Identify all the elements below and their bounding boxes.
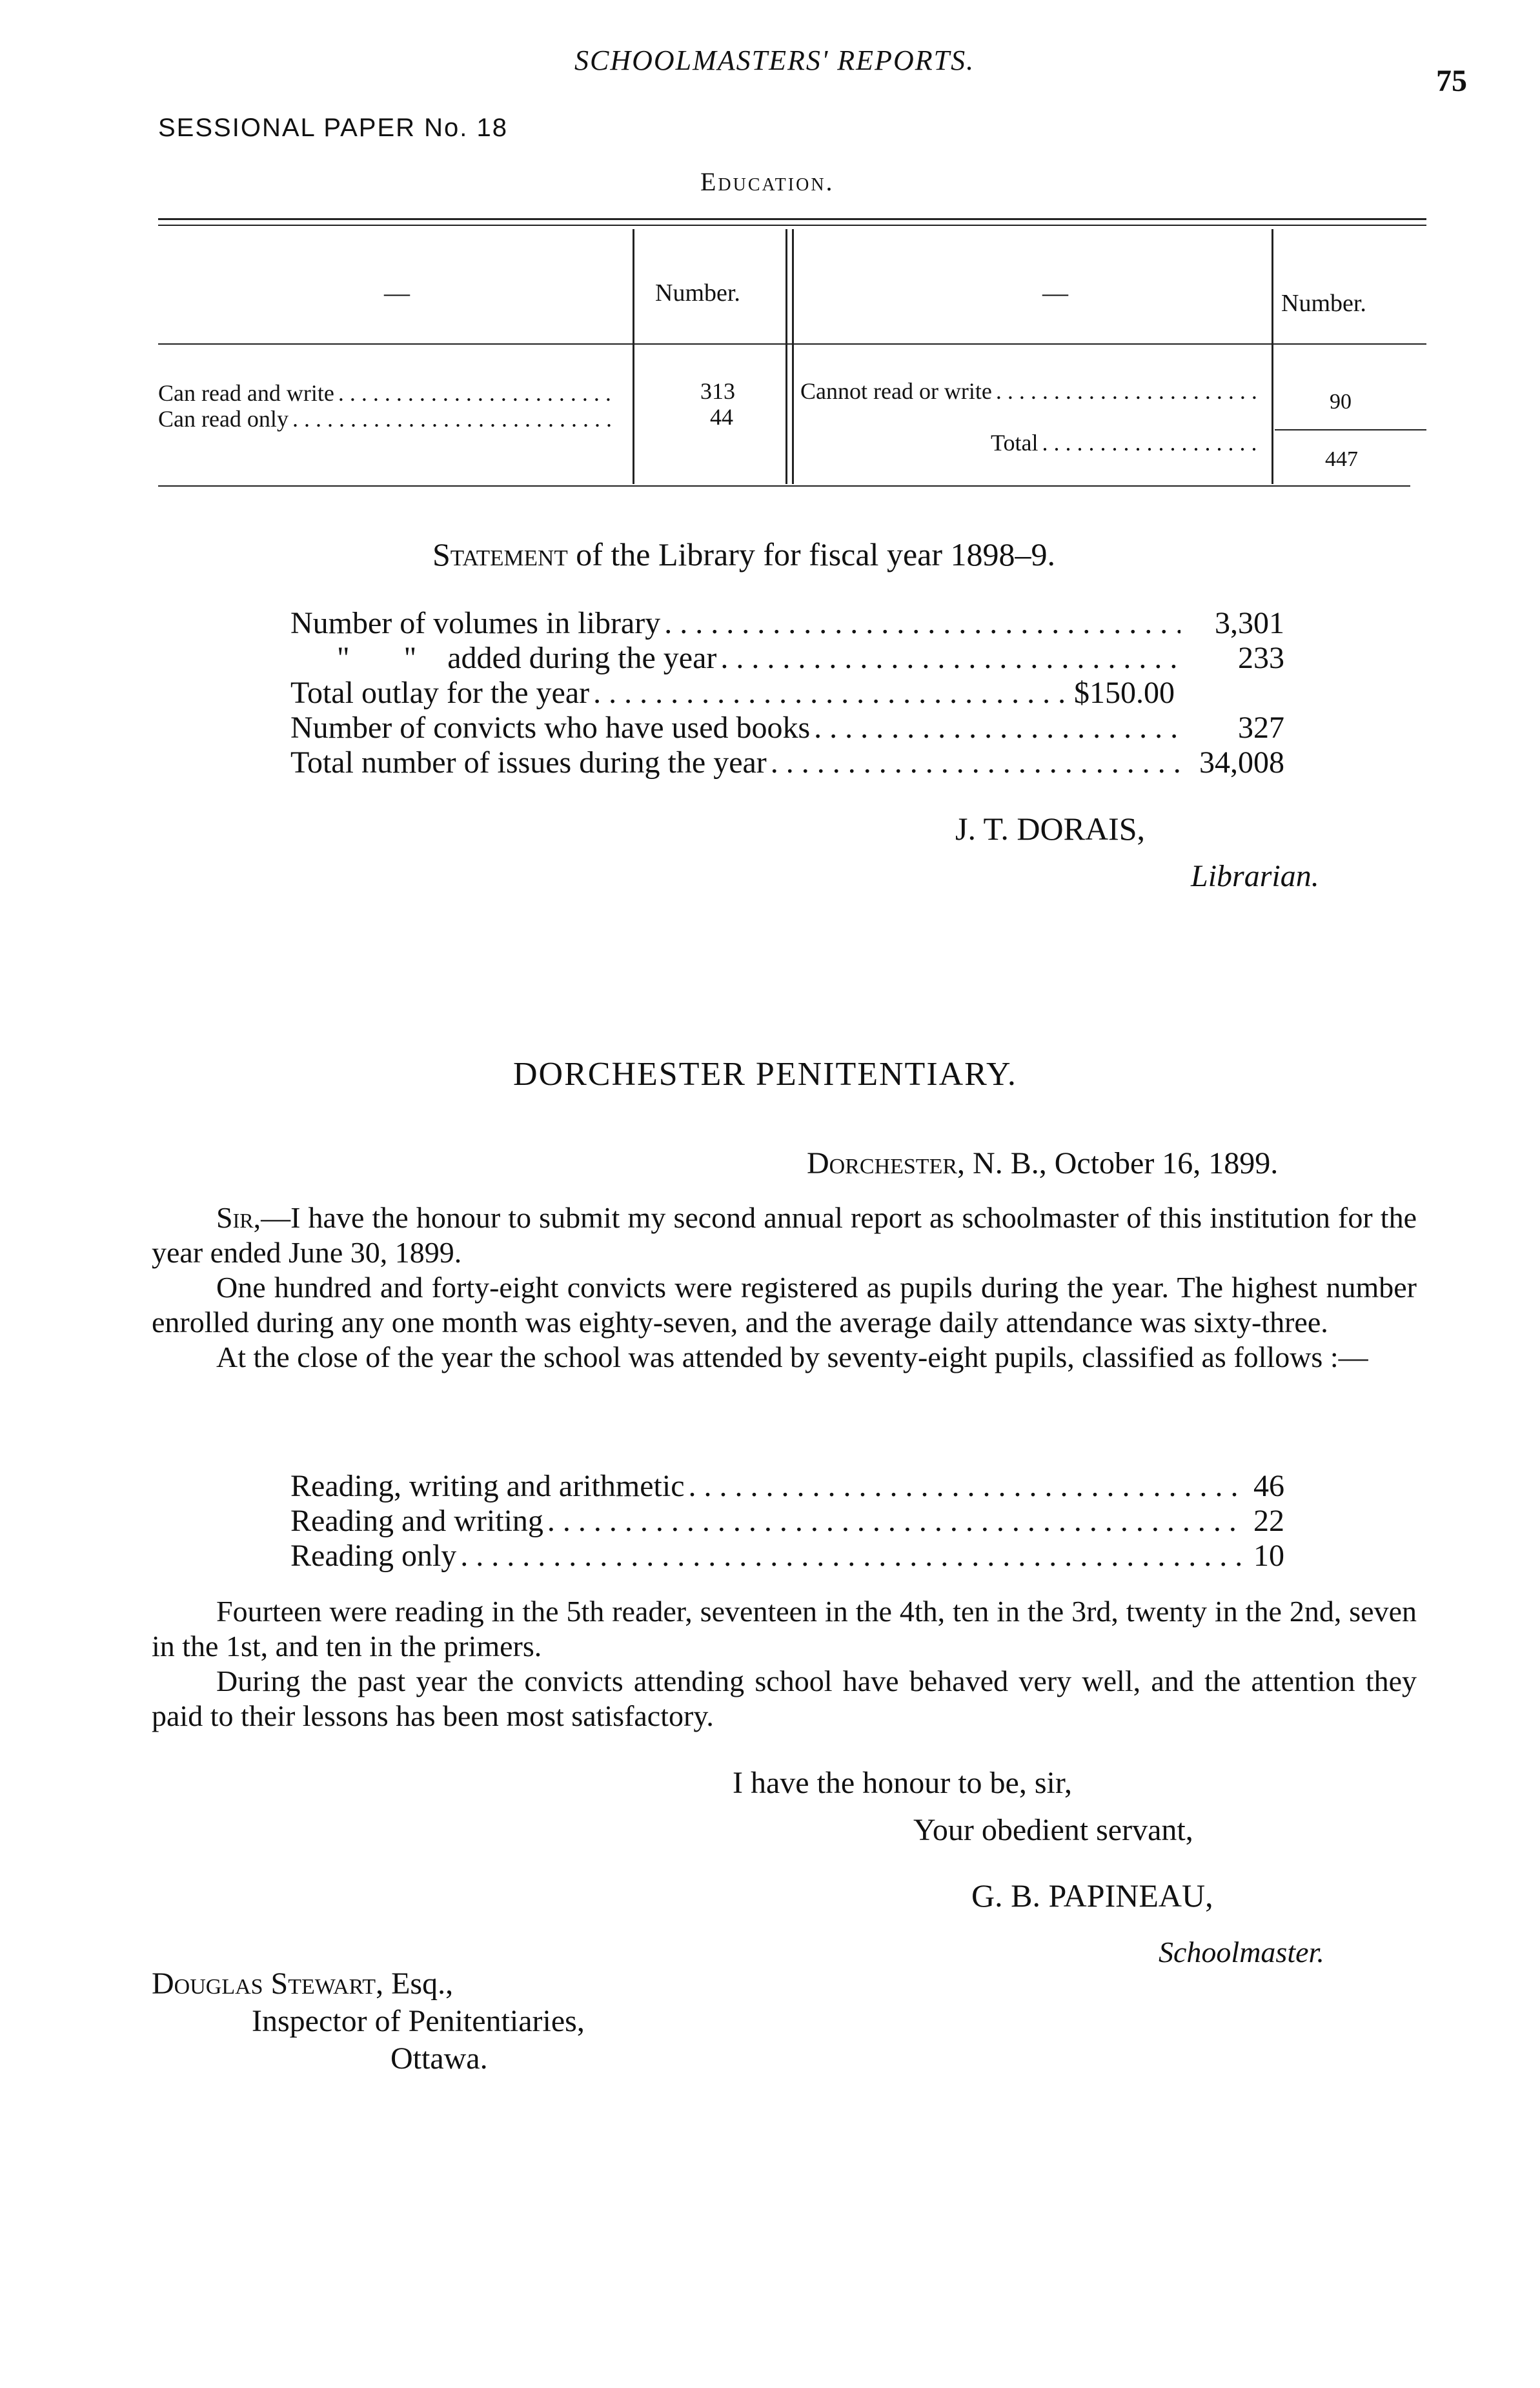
- closing-line: Your obedient servant,: [913, 1813, 1193, 1847]
- list-item: Reading only . . . 10: [290, 1538, 1284, 1573]
- table-row: Can read only . . .: [158, 405, 620, 432]
- paragraph: Fourteen were reading in the 5th reader, seventeen in the 4th, ten in the 3rd, twenty in the 2nd, seven in the 1st, and ten in the primers.: [152, 1595, 1417, 1663]
- librarian-name: J. T. DORAIS,: [955, 811, 1146, 847]
- table-row: Total . . .: [991, 429, 1262, 456]
- list-item: Number of convicts who have used books . . . 327: [290, 710, 1284, 745]
- table-cell-value: 313: [700, 378, 735, 404]
- col-number-left: Number.: [655, 279, 740, 307]
- sessional-paper-label: SESSIONAL PAPER No. 18: [158, 114, 508, 142]
- letter-body: [152, 1200, 1417, 1375]
- table-cell-value: 90: [1330, 390, 1352, 414]
- paragraph: At the close of the year the school was attended by seventy-eight pupils, classified as follows :—: [216, 1341, 1368, 1373]
- salutation: Sir,: [216, 1201, 261, 1234]
- list-item: Reading and writing . . . 22: [290, 1503, 1284, 1539]
- addressee-line: Ottawa.: [390, 2041, 488, 2076]
- paragraph-text: —I have the honour to submit my second annual report as schoolmaster of this institution for the year ended June 30, 1899.: [152, 1201, 1417, 1269]
- running-title: SCHOOLMASTERS' REPORTS.: [574, 45, 975, 76]
- closing-line: I have the honour to be, sir,: [733, 1766, 1072, 1800]
- col-dash-left: —: [384, 278, 410, 307]
- addressee-line: Inspector of Penitentiaries,: [252, 2004, 585, 2038]
- schoolmaster-title: Schoolmaster.: [1159, 1936, 1324, 1968]
- section-heading: DORCHESTER PENITENTIARY.: [513, 1056, 1017, 1093]
- col-number-right: Number.: [1281, 290, 1366, 317]
- table-row: Cannot read or write . . .: [800, 378, 1262, 405]
- letter-date: [807, 1146, 1278, 1181]
- list-item: Number of volumes in library . . . 3,301: [290, 605, 1284, 641]
- librarian-title: Librarian.: [1191, 859, 1319, 893]
- paragraph: One hundred and forty-eight convicts were registered as pupils during the year. The highest number enrolled during any one month was eighty-seven, and the average daily attendance was sixty-three.: [152, 1271, 1417, 1339]
- list-item: Total number of issues during the year . . . 34,008: [290, 745, 1284, 780]
- letter-date-rest: N. B., October 16, 1899.: [973, 1146, 1279, 1180]
- table-cell-value: 44: [710, 404, 733, 430]
- letter-body-continued: [152, 1594, 1417, 1734]
- schoolmaster-name: G. B. PAPINEAU,: [971, 1877, 1213, 1914]
- paragraph: [152, 1200, 1417, 1270]
- list-item: Reading, writing and arithmetic . . . 46: [290, 1468, 1284, 1504]
- library-title-sc: Statement: [432, 536, 568, 572]
- table-row: Can read and write . . .: [158, 379, 620, 407]
- library-title-rest: of the Library for fiscal year 1898–9.: [576, 536, 1055, 572]
- letter-place: Dorchester,: [807, 1146, 966, 1180]
- page-number: 75: [1436, 64, 1467, 98]
- list-item: Total outlay for the year . . . $150.00: [290, 675, 1175, 711]
- addressee: [152, 1965, 585, 2078]
- library-title: [432, 536, 1055, 573]
- addressee-line: Douglas Stewart, Esq.,: [152, 1967, 454, 2001]
- education-heading: Education.: [700, 167, 835, 196]
- col-dash-right: —: [1042, 278, 1068, 307]
- list-item: " " added during the year . . . 233: [290, 640, 1284, 676]
- table-cell-value: 447: [1325, 447, 1358, 471]
- paragraph: During the past year the convicts attending school have behaved very well, and the attention they paid to their lessons has been most satisfactory.: [152, 1665, 1417, 1732]
